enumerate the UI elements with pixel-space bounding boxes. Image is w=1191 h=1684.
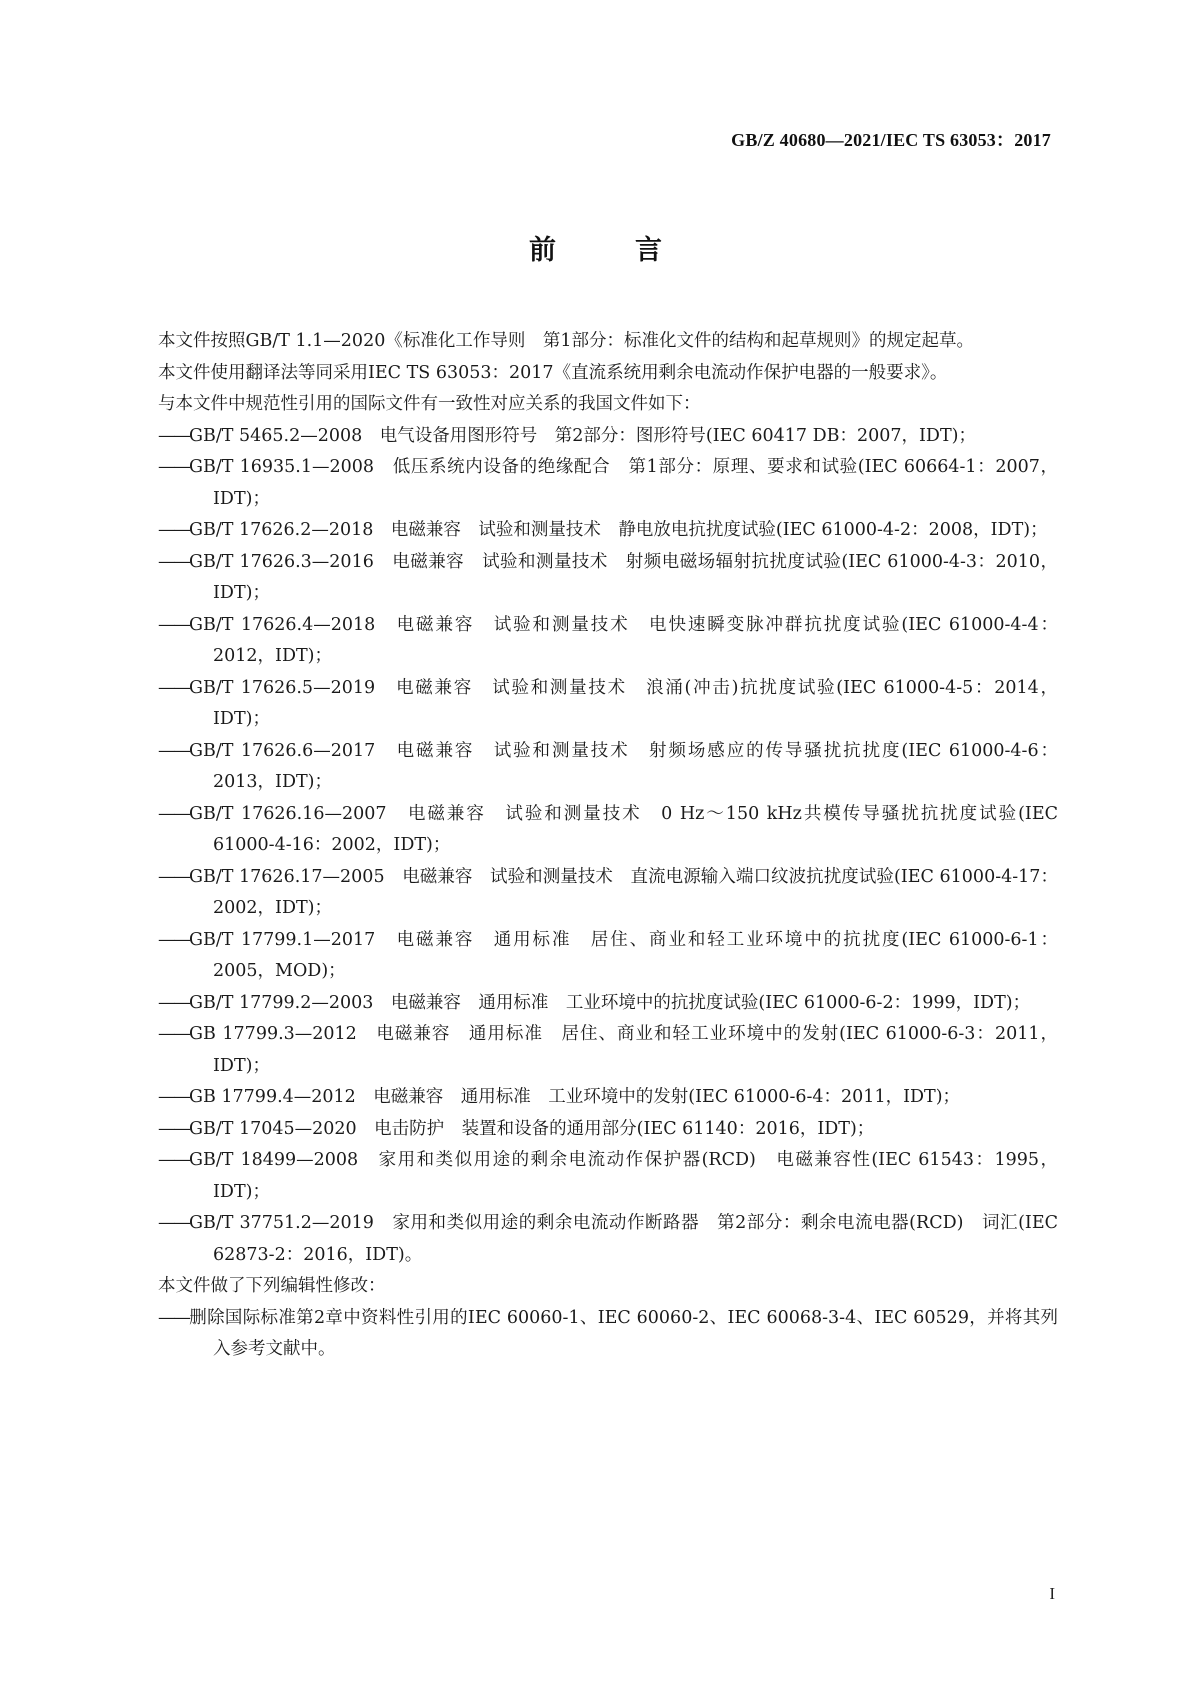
dash-marker: ——	[158, 1024, 189, 1044]
list-item	[122, 452, 1058, 515]
reference-list	[122, 421, 1058, 1272]
dash-marker: ——	[158, 614, 189, 635]
list-item	[122, 736, 1058, 799]
list-item	[122, 988, 1058, 1020]
reference-text: GB/T 5465.2—2008 电气设备用图形符号 第2部分：图形符号(IEC 60417 DB：2007，IDT)；	[189, 425, 976, 446]
reference-text: GB/T 17799.1—2017 电磁兼容 通用标准 居住、商业和轻工业环境中的抗扰度(IEC 61000-6-1：2005，MOD)；	[189, 929, 1058, 981]
reference-text: GB/T 18499—2008 家用和类似用途的剩余电流动作保护器(RCD) 电磁兼容性(IEC 61543：1995，IDT)；	[189, 1150, 1058, 1202]
reference-text: GB 17799.4—2012 电磁兼容 通用标准 工业环境中的发射(IEC 61000-6-4：2011，IDT)；	[189, 1087, 961, 1107]
dash-marker: ——	[158, 457, 189, 477]
paragraph-drafting-rule: 本文件按照GB/T 1.1—2020《标准化工作导则 第1部分：标准化文件的结构和起草规则》的规定起草。	[158, 331, 974, 351]
modification-list	[122, 1303, 1058, 1366]
dash-marker: ——	[158, 1307, 189, 1328]
paragraph-reference-intro: 与本文件中规范性引用的国际文件有一致性对应关系的我国文件如下：	[158, 394, 701, 414]
list-item	[122, 547, 1058, 610]
reference-text: GB/T 17799.2—2003 电磁兼容 通用标准 工业环境中的抗扰度试验(IEC 61000-6-2：1999，IDT)；	[189, 992, 1031, 1013]
list-item	[122, 421, 1058, 453]
dash-marker: ——	[158, 866, 189, 887]
modification-text: 删除国际标准第2章中资料性引用的IEC 60060-1、IEC 60060-2、IEC 60068-3-4、IEC 60529，并将其列入参考文献中。	[189, 1307, 1058, 1359]
list-item	[122, 515, 1058, 547]
reference-text: GB/T 17045—2020 电击防护 装置和设备的通用部分(IEC 61140：2016，IDT)；	[189, 1118, 875, 1139]
dash-marker: ——	[158, 520, 189, 540]
dash-marker: ——	[158, 1150, 189, 1170]
dash-marker: ——	[158, 929, 189, 950]
list-item	[122, 610, 1058, 673]
reference-text: GB/T 17626.5—2019 电磁兼容 试验和测量技术 浪涌(冲击)抗扰度试验(IEC 61000-4-5：2014，IDT)；	[189, 677, 1058, 729]
dash-marker: ——	[158, 740, 189, 761]
dash-marker: ——	[158, 1213, 189, 1233]
list-item	[122, 673, 1058, 736]
list-item	[122, 862, 1058, 925]
dash-marker: ——	[158, 551, 189, 572]
list-item	[122, 1208, 1058, 1271]
dash-marker: ——	[158, 425, 189, 446]
list-item	[122, 799, 1058, 862]
reference-text: GB/T 17626.2—2018 电磁兼容 试验和测量技术 静电放电抗扰度试验(IEC 61000-4-2：2008，IDT)；	[189, 520, 1048, 540]
list-item	[122, 1145, 1058, 1208]
list-item	[122, 925, 1058, 988]
list-item	[122, 1114, 1058, 1146]
reference-text: GB/T 37751.2—2019 家用和类似用途的剩余电流动作断路器 第2部分：剩余电流电器(RCD) 词汇(IEC 62873-2：2016，IDT)。	[189, 1213, 1058, 1265]
dash-marker: ——	[158, 1118, 189, 1139]
reference-text: GB/T 17626.16—2007 电磁兼容 试验和测量技术 0 Hz～150 kHz共模传导骚扰抗扰度试验(IEC 61000-4-16：2002，IDT)；	[189, 803, 1058, 855]
dash-marker: ——	[158, 803, 189, 824]
reference-text: GB 17799.3—2012 电磁兼容 通用标准 居住、商业和轻工业环境中的发射(IEC 61000-6-3：2011，IDT)；	[189, 1024, 1058, 1076]
document-code-header: GB/Z 40680—2021/IEC TS 63053：2017	[731, 130, 1051, 150]
list-item	[122, 1303, 1058, 1366]
dash-marker: ——	[158, 1087, 189, 1107]
dash-marker: ——	[158, 992, 189, 1013]
reference-text: GB/T 17626.3—2016 电磁兼容 试验和测量技术 射频电磁场辐射抗扰度试验(IEC 61000-4-3：2010，IDT)；	[189, 551, 1058, 603]
paragraph-modifications-intro: 本文件做了下列编辑性修改：	[158, 1276, 386, 1296]
reference-text: GB/T 17626.17—2005 电磁兼容 试验和测量技术 直流电源输入端口纹波抗扰度试验(IEC 61000-4-17：2002，IDT)；	[189, 866, 1058, 918]
paragraph-adoption: 本文件使用翻译法等同采用IEC TS 63053：2017《直流系统用剩余电流动作保护电器的一般要求》。	[158, 362, 948, 383]
reference-text: GB/T 17626.4—2018 电磁兼容 试验和测量技术 电快速瞬变脉冲群抗扰度试验(IEC 61000-4-4：2012，IDT)；	[189, 614, 1058, 666]
dash-marker: ——	[158, 677, 189, 698]
reference-text: GB/T 17626.6—2017 电磁兼容 试验和测量技术 射频场感应的传导骚扰抗扰度(IEC 61000-4-6：2013，IDT)；	[189, 740, 1058, 792]
page-number: I	[1049, 1584, 1055, 1603]
list-item	[122, 1082, 1058, 1114]
list-item	[122, 1019, 1058, 1082]
page-title: 前 言	[529, 235, 688, 266]
document-body	[122, 326, 1058, 1366]
reference-text: GB/T 16935.1—2008 低压系统内设备的绝缘配合 第1部分：原理、要求和试验(IEC 60664-1：2007，IDT)；	[189, 457, 1058, 509]
